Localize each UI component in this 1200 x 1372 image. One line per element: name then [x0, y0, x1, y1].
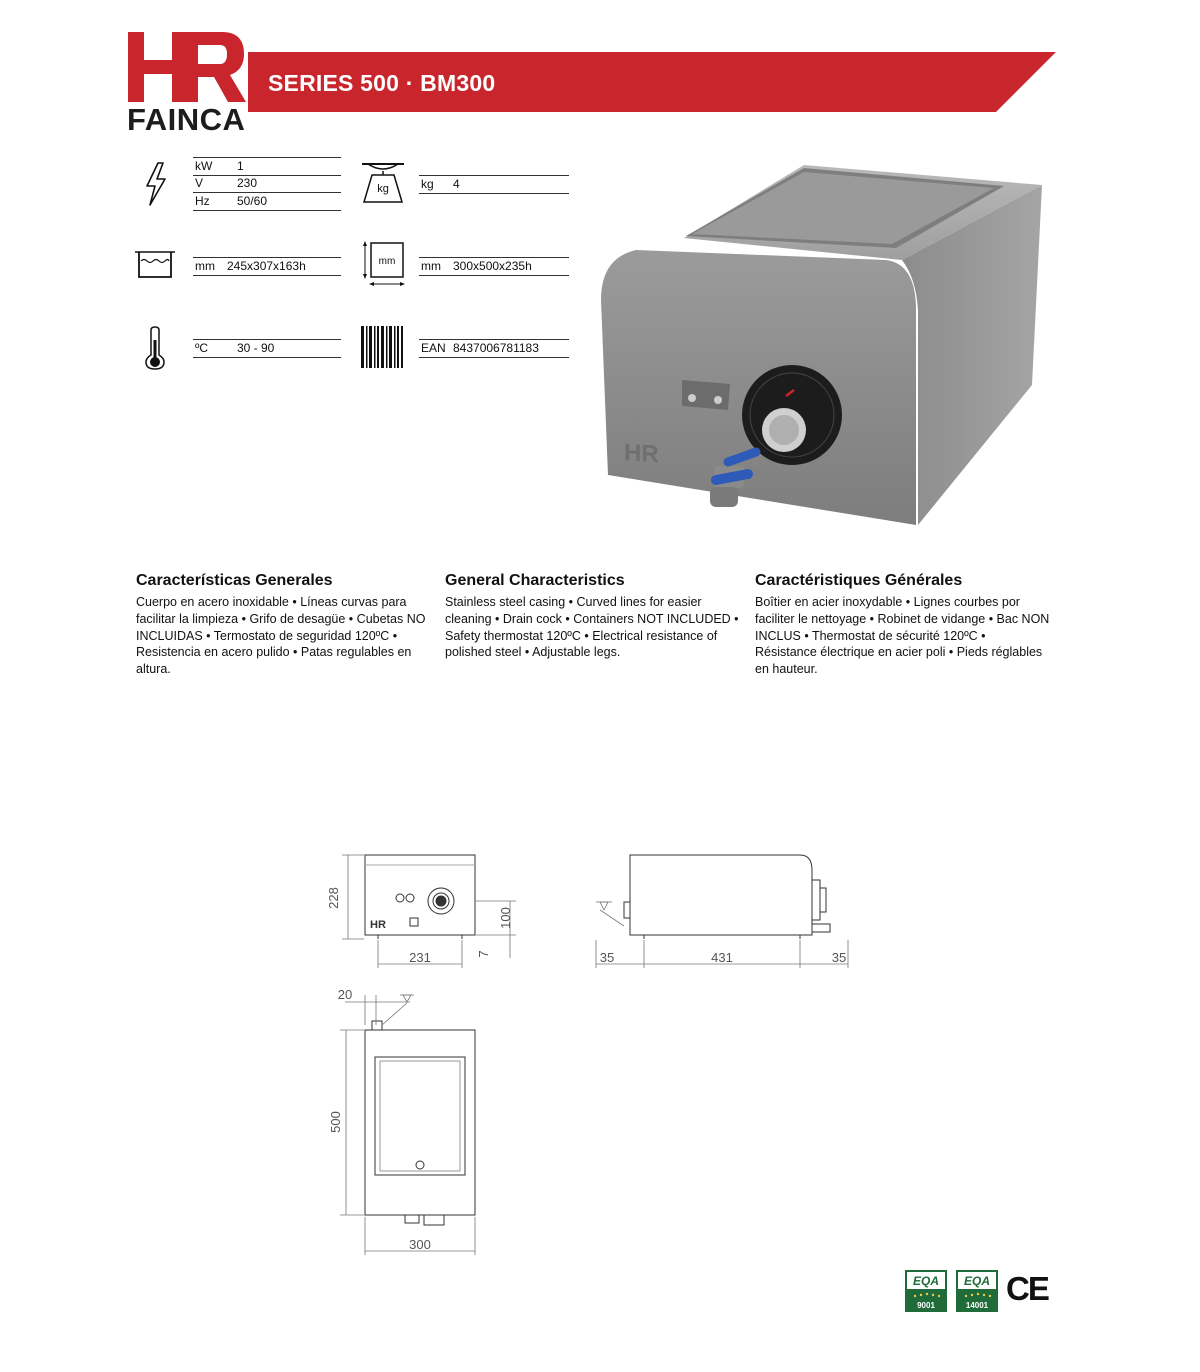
dimensions-icon-label: mm [378, 256, 396, 267]
dim-top-width: 300 [409, 1237, 431, 1252]
spec-row-weight: kg 4 [419, 175, 569, 194]
eqa-9001-code: 9001 [917, 1301, 935, 1310]
eqa-14001-name: EQA [963, 1274, 991, 1288]
characteristics-en-heading: General Characteristics [445, 572, 625, 589]
characteristics-en [445, 572, 740, 661]
dim-top-depth: 500 [328, 1111, 343, 1133]
weight-icon-label: kg [377, 183, 389, 195]
barcode-icon [361, 326, 403, 368]
drawing-front-view [320, 840, 530, 975]
spec-row-tank: mm 245x307x163h [193, 257, 341, 276]
dim-side-left: 35 [599, 950, 615, 965]
dim-front-panel: 100 [498, 907, 513, 929]
drawing-top-view [320, 985, 520, 1260]
spec-row-hz: Hz 50/60 [193, 193, 341, 211]
characteristics-fr [755, 572, 1050, 678]
dim-front-leg: 7 [476, 950, 491, 958]
ce-mark: CE [1006, 1270, 1048, 1307]
brand-logo-hr [126, 30, 248, 104]
characteristics-es [136, 572, 431, 678]
characteristics-en-body: Stainless steel casing • Curved lines for easier cleaning • Drain cock • Containers NOT INCLUDED • Safety thermostat 120ºC • Electrical resistance of polished steel • Adjustable legs. [445, 595, 739, 660]
tank-icon [134, 250, 176, 280]
drawing-side-view [592, 840, 857, 975]
characteristics-es-body: Cuerpo en acero inoxidable • Líneas curvas para facilitar la limpieza • Grifo de desagüe • Cubetas NO INCLUIDAS • Termostato de seguridad 120ºC • Resistencia en acero pulido • Patas regulables en altura. [136, 595, 426, 677]
characteristics-es-heading: Características Generales [136, 572, 333, 589]
eqa-9001-badge [905, 1270, 947, 1312]
spec-row-v: V 230 [193, 175, 341, 193]
eqa-14001-code: 14001 [965, 1301, 989, 1310]
spec-row-ean: EAN 8437006781183 [419, 339, 569, 358]
spec-row-kw: kW 1 [193, 157, 341, 176]
dim-front-height: 228 [326, 887, 341, 909]
characteristics-fr-heading: Caractéristiques Générales [755, 572, 963, 589]
dim-side-right: 35 [831, 950, 847, 965]
thermometer-icon [145, 326, 165, 370]
dim-front-width: 231 [409, 950, 431, 965]
product-image [596, 160, 1048, 532]
product-logo: HR [624, 438, 659, 469]
spec-row-temperature: ºC 30 - 90 [193, 339, 341, 358]
brand-logo-name: FAINCA [127, 102, 246, 137]
dim-side-mid: 431 [711, 950, 733, 965]
drawing-front-logo: HR [370, 919, 386, 931]
eqa-14001-badge [956, 1270, 998, 1312]
weight-icon [358, 160, 408, 206]
dimensions-icon [360, 240, 406, 290]
page-title: SERIES 500 · BM300 [268, 70, 496, 96]
dim-top-offset: 20 [337, 987, 353, 1002]
eqa-9001-name: EQA [912, 1274, 940, 1288]
lightning-icon [144, 162, 168, 206]
characteristics-fr-body: Boîtier en acier inoxydable • Lignes courbes por faciliter le nettoyage • Robinet de vidange • Bac NON INCLUS • Thermostat de sécurité 120ºC • Résistance électrique en acier poli • Pieds réglables en hauteur. [755, 595, 1050, 677]
spec-row-external: mm 300x500x235h [419, 257, 569, 276]
